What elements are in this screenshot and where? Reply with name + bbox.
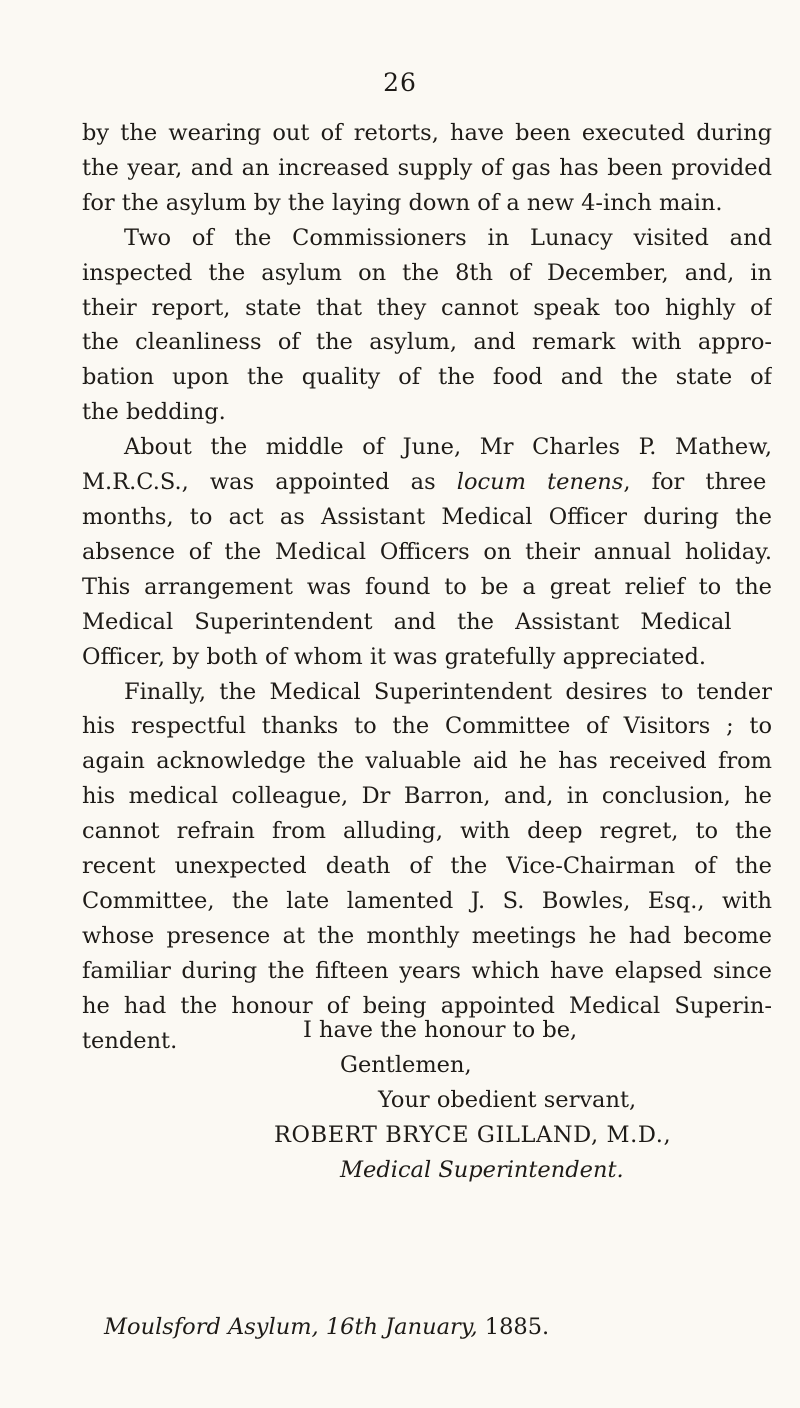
text-line: the bedding. [82, 399, 226, 426]
text-line: M.R.C.S., was appointed as locum tenens, for three [82, 469, 767, 496]
text-line: by the wearing out of retorts, have been executed during [82, 120, 772, 146]
text-line: his medical colleague, Dr Barron, and, in conclusion, he [82, 783, 772, 810]
text-line: the cleanliness of the asylum, and remark with appro- [82, 329, 772, 356]
page-number: 26 [383, 68, 417, 97]
report-body [82, 116, 772, 1058]
text-line: Medical Superintendent and the Assistant Medical [82, 608, 732, 635]
dateline-year: 1885. [484, 1314, 550, 1340]
text-line: his respectful thanks to the Committee of Visitors ; to [82, 713, 772, 740]
closing-line: I have the honour to be, [303, 1017, 578, 1043]
valediction: Your obedient servant, [378, 1086, 637, 1113]
text-line: the year, and an increased supply of gas has been provided [82, 154, 772, 181]
text-line: familiar during the fifteen years which have elapsed since [82, 957, 772, 984]
text-line: absence of the Medical Officers on their annual holiday. [82, 538, 772, 565]
text-line: again acknowledge the valuable aid he has received from [82, 748, 772, 775]
salutation: Gentlemen, [340, 1051, 472, 1078]
dateline-day: 16th January, [325, 1314, 478, 1340]
text-line: for the asylum by the laying down of a new 4-inch main. [82, 189, 723, 216]
text-line: months, to act as Assistant Medical Officer during the [82, 503, 772, 530]
text-line: tendent. [82, 1027, 178, 1054]
text-line: he had the honour of being appointed Medical Superin- [82, 992, 772, 1019]
text-line: their report, state that they cannot speak too highly of [82, 294, 772, 321]
dateline-place: Moulsford Asylum, [104, 1314, 319, 1340]
text-line: Two of the Commissioners in Lunacy visited and [124, 224, 772, 251]
text-line: bation upon the quality of the food and the state of [82, 364, 772, 391]
signature-title: Medical Superintendent. [340, 1156, 624, 1183]
text-line: inspected the asylum on the 8th of December, and, in [82, 259, 772, 286]
text-line: cannot refrain from alluding, with deep regret, to the [82, 818, 772, 845]
dateline [104, 1314, 549, 1340]
signature-name: ROBERT BRYCE GILLAND, M.D., [274, 1121, 672, 1148]
text-line: whose presence at the monthly meetings he had become [82, 922, 772, 949]
text-line: Finally, the Medical Superintendent desires to tender [124, 678, 772, 705]
closing-block [0, 1013, 800, 1188]
text-line: About the middle of June, Mr Charles P. Mathew, [124, 434, 772, 461]
text-line: Officer, by both of whom it was gratefully appreciated. [82, 643, 707, 670]
text-line: This arrangement was found to be a great relief to the [82, 573, 772, 600]
text-line: Committee, the late lamented J. S. Bowles, Esq., with [82, 887, 772, 914]
text-line: recent unexpected death of the Vice-Chairman of the [82, 853, 772, 880]
